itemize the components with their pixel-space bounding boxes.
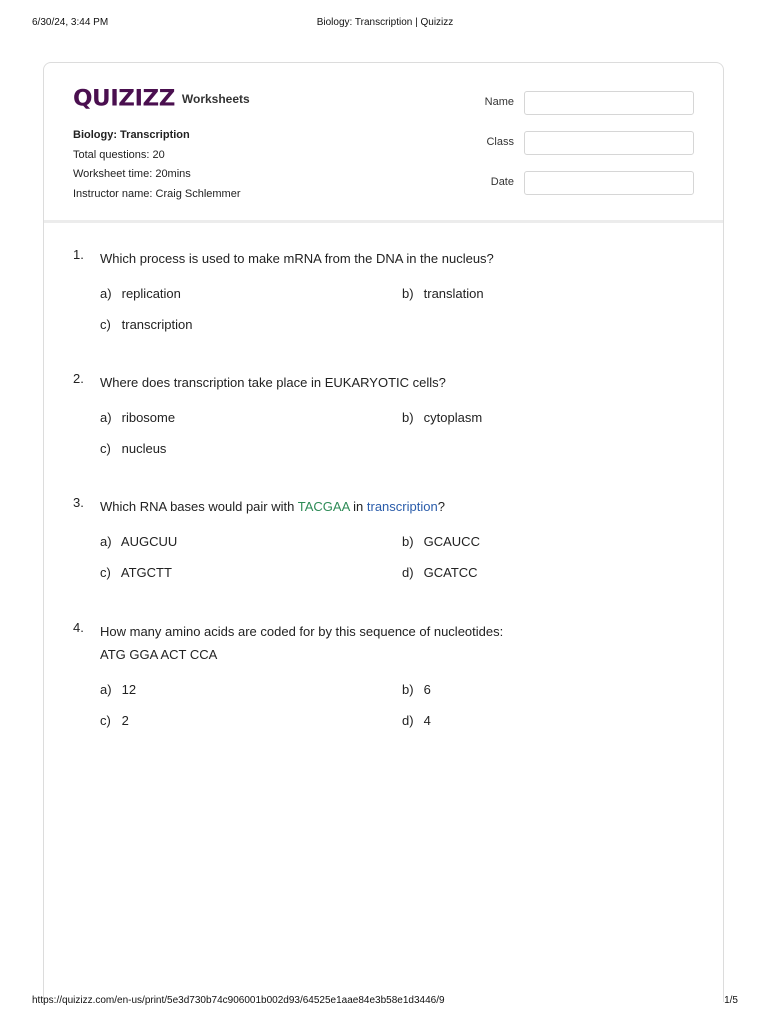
question-text: Which process is used to make mRNA from the DNA in the nucleus? (100, 251, 494, 266)
worksheet-header (44, 63, 723, 223)
option-b: b) translation (402, 286, 484, 301)
question-text: Where does transcription take place in EUKARYOTIC cells? (100, 375, 446, 390)
student-fields (454, 91, 694, 211)
question-4 (73, 620, 693, 736)
question-text: Which RNA bases would pair with TACGAA in transcription? (100, 499, 445, 514)
question-3 (73, 495, 693, 588)
option-c: c) nucleus (100, 441, 167, 456)
date-field-row (454, 171, 694, 195)
name-field-row (454, 91, 694, 115)
name-input[interactable] (524, 91, 694, 115)
option-a: a) replication (100, 286, 181, 301)
option-b: b) GCAUCC (402, 534, 480, 549)
option-c: c) 2 (100, 713, 129, 728)
option-c: c) ATGCTT (100, 565, 172, 580)
class-field-row (454, 131, 694, 155)
option-a: a) ribosome (100, 410, 176, 425)
question-2 (73, 371, 693, 464)
question-number: 2. (73, 371, 84, 386)
option-c: c) transcription (100, 317, 193, 332)
question-1 (73, 247, 693, 340)
option-a: a) 12 (100, 682, 137, 697)
total-questions: Total questions: 20 (73, 148, 165, 161)
print-url: https://quizizz.com/en-us/print/5e3d730b74c906001b002d93/64525e1aae84e3b58e1d3446/9 (32, 995, 445, 1006)
option-a: a) AUGCUU (100, 534, 178, 549)
option-b: b) cytoplasm (402, 410, 483, 425)
date-label: Date (490, 176, 514, 188)
date-input[interactable] (524, 171, 694, 195)
worksheet-time: Worksheet time: 20mins (73, 168, 191, 180)
worksheet-title: Biology: Transcription (73, 129, 190, 141)
logo-wordmark: QUIZIZZ (73, 86, 175, 112)
dna-sequence: TACGAA (297, 499, 350, 514)
class-input[interactable] (524, 131, 694, 155)
worksheet-meta (73, 126, 241, 204)
logo-subtitle: Worksheets (181, 92, 250, 106)
glossary-term: transcription (366, 499, 438, 514)
question-number: 4. (73, 620, 84, 635)
class-label: Class (486, 136, 514, 148)
page-number: 1/5 (724, 995, 738, 1006)
print-header (32, 17, 738, 31)
worksheet (43, 62, 724, 1002)
option-b: b) 6 (402, 682, 431, 697)
option-d: d) 4 (402, 713, 431, 728)
print-title: Biology: Transcription | Quizizz (316, 17, 454, 28)
question-text: How many amino acids are coded for by this sequence of nucleotides: ATG GGA ACT CCA (100, 620, 503, 666)
print-date: 6/30/24, 3:44 PM (32, 17, 109, 28)
option-d: d) GCATCC (402, 565, 478, 580)
print-footer (32, 995, 738, 1009)
question-number: 1. (73, 247, 84, 262)
nucleotide-sequence: ATG GGA ACT CCA (100, 647, 218, 662)
question-number: 3. (73, 495, 84, 510)
name-label: Name (484, 96, 514, 108)
quizizz-logo (73, 83, 250, 115)
instructor-name: Instructor name: Craig Schlemmer (73, 187, 241, 200)
